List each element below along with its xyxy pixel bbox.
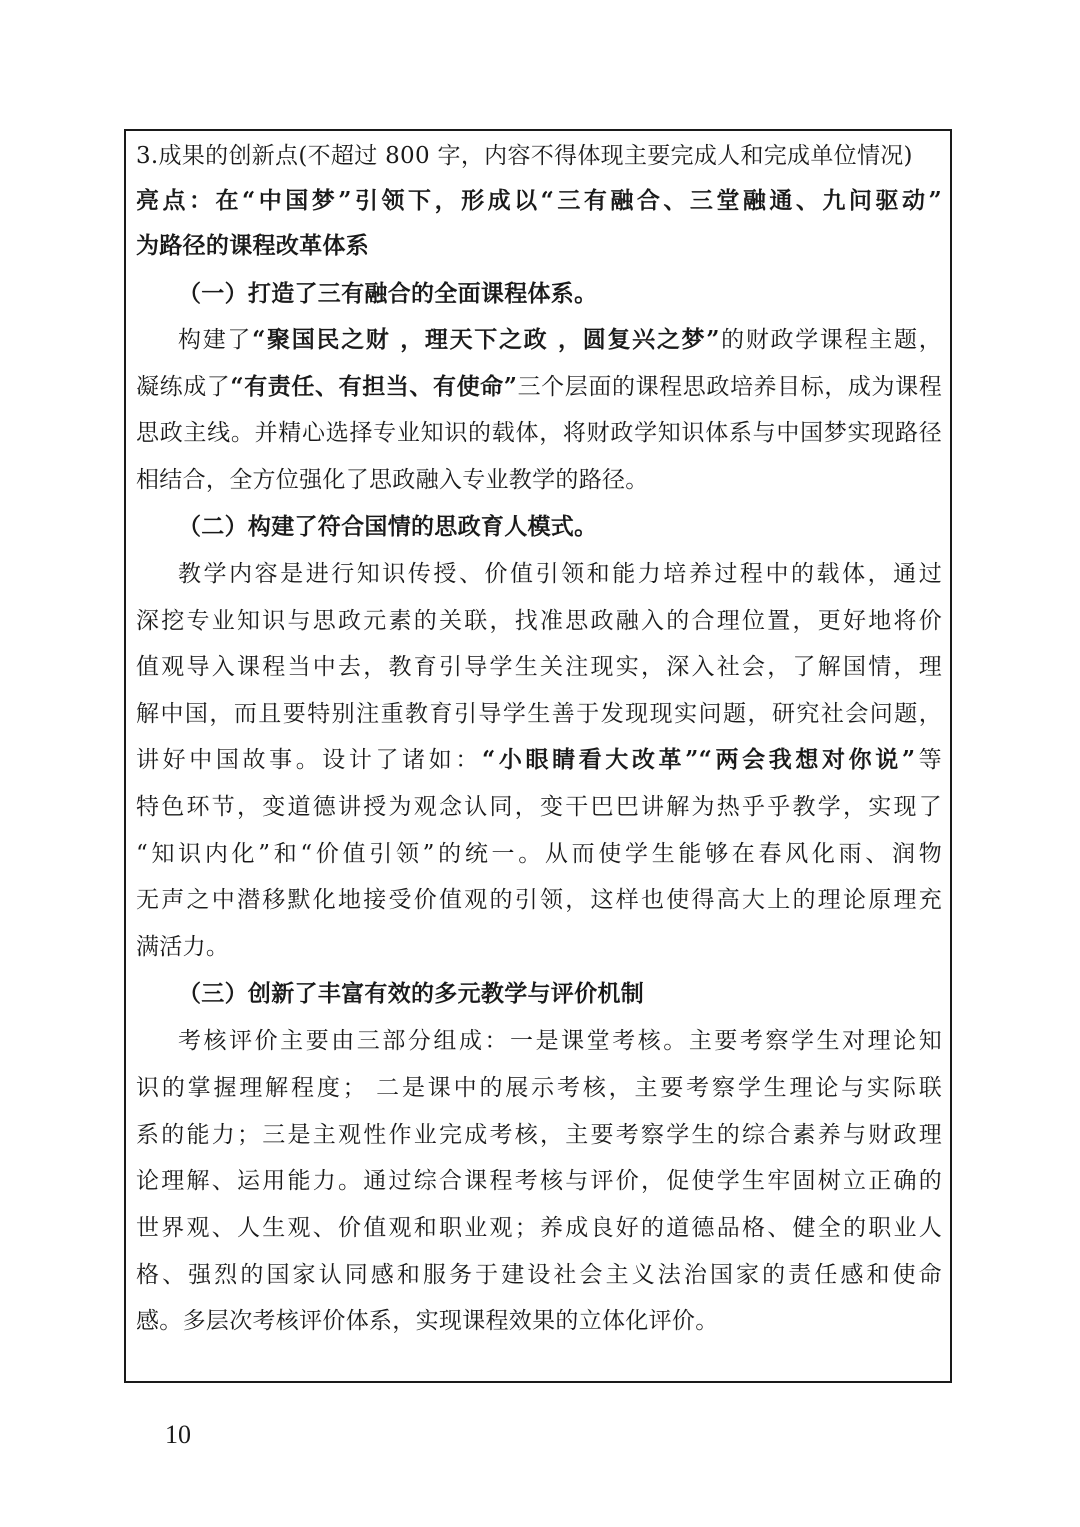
section-3-heading: （三）创新了丰富有效的多元教学与评价机制 — [178, 980, 644, 1007]
section-2-line-7 — [136, 839, 942, 869]
section-3-line-4 — [136, 1166, 942, 1196]
section-1-line-3 — [136, 418, 942, 448]
section-2-line-3 — [136, 652, 942, 682]
text-run: 等 — [915, 747, 942, 773]
section-1-heading: （一）打造了三有融合的全面课程体系。 — [178, 280, 598, 307]
section-2-line-2 — [136, 606, 942, 636]
section-2-line-4 — [136, 699, 942, 729]
text-run: 世界观、人生观、价值观和职业观；养成良好的道德品格、健全的职业人 — [136, 1215, 942, 1241]
activity-quote: “小眼睛看大改革”“两会我想对你说” — [482, 746, 916, 773]
section-2-line-5 — [136, 745, 942, 775]
page-number: 10 — [165, 1420, 191, 1449]
text-run: 感。多层次考核评价体系，实现课程效果的立体化评价。 — [136, 1308, 719, 1334]
text-run: 论理解、运用能力。通过综合课程考核与评价，促使学生牢固树立正确的 — [136, 1168, 942, 1194]
section-3-line-3 — [136, 1120, 942, 1150]
section-2-line-1 — [178, 559, 942, 589]
section-3-line-2 — [136, 1073, 942, 1103]
text-run: 教学内容是进行知识传授、价值引领和能力培养过程中的载体，通过 — [178, 561, 942, 587]
text-run: 构建了 — [178, 327, 253, 353]
text-run: 识的掌握理解程度； 二是课中的展示考核，主要考察学生理论与实际联 — [136, 1075, 942, 1101]
section-1-line-2 — [136, 372, 942, 402]
text-run: 格、强烈的国家认同感和服务于建设社会主义法治国家的责任感和使命 — [136, 1262, 942, 1288]
section-2-heading: （二）构建了符合国情的思政育人模式。 — [178, 513, 598, 540]
text-run: “知识内化”和“价值引领”的统一。从而使学生能够在春风化雨、润物 — [136, 841, 942, 867]
section-3-line-6 — [136, 1260, 942, 1290]
text-run: 满活力。 — [136, 934, 230, 960]
text-run: 深挖专业知识与思政元素的关联，找准思政融入的合理位置，更好地将价 — [136, 608, 942, 634]
text-run: 讲好中国故事。设计了诸如： — [136, 747, 482, 773]
text-run: 三个层面的课程思政培养目标，成为课程 — [517, 374, 943, 400]
theme-quote: “聚国民之财 ，理天下之政 ，圆复兴之梦” — [252, 326, 720, 353]
text-run: 值观导入课程当中去，教育引导学生关注现实，深入社会，了解国情，理 — [136, 654, 942, 680]
text-run: 考核评价主要由三部分组成：一是课堂考核。主要考察学生对理论知 — [178, 1028, 942, 1054]
section-3-line-5 — [136, 1213, 942, 1243]
section-1-line-4 — [136, 465, 649, 495]
highlight-line-1: 亮点：在“中国梦”引领下，形成以“三有融合、三堂融通、九问驱动” — [136, 187, 942, 214]
text-run: 解中国，而且要特别注重教育引导学生善于发现现实问题，研究社会问题， — [136, 701, 942, 727]
highlight-line-2: 为路径的课程改革体系 — [136, 232, 369, 259]
section-2-line-8 — [136, 885, 942, 915]
text-run: 相结合，全方位强化了思政融入专业教学的路径。 — [136, 467, 649, 493]
section-2-line-9 — [136, 932, 229, 962]
section-title: 3.成果的创新点(不超过 800 字，内容不得体现主要完成人和完成单位情况) — [136, 143, 913, 169]
text-run: 系的能力；三是主观性作业完成考核，主要考察学生的综合素养与财政理 — [136, 1122, 942, 1148]
section-3-line-1 — [178, 1026, 942, 1056]
section-3-line-7 — [136, 1306, 719, 1336]
section-2-line-6 — [136, 792, 942, 822]
goal-quote: “有责任、有担当、有使命” — [230, 373, 518, 400]
text-run: 凝练成了 — [136, 374, 231, 400]
text-run: 思政主线。并精心选择专业知识的载体，将财政学知识体系与中国梦实现路径 — [136, 420, 942, 446]
text-run: 特色环节，变道德讲授为观念认同，变干巴巴讲解为热乎乎教学，实现了 — [136, 794, 942, 820]
text-run: 无声之中潜移默化地接受价值观的引领，这样也使得高大上的理论原理充 — [136, 887, 942, 913]
text-run: 的财政学课程主题， — [719, 327, 942, 353]
section-1-line-1 — [178, 325, 942, 355]
